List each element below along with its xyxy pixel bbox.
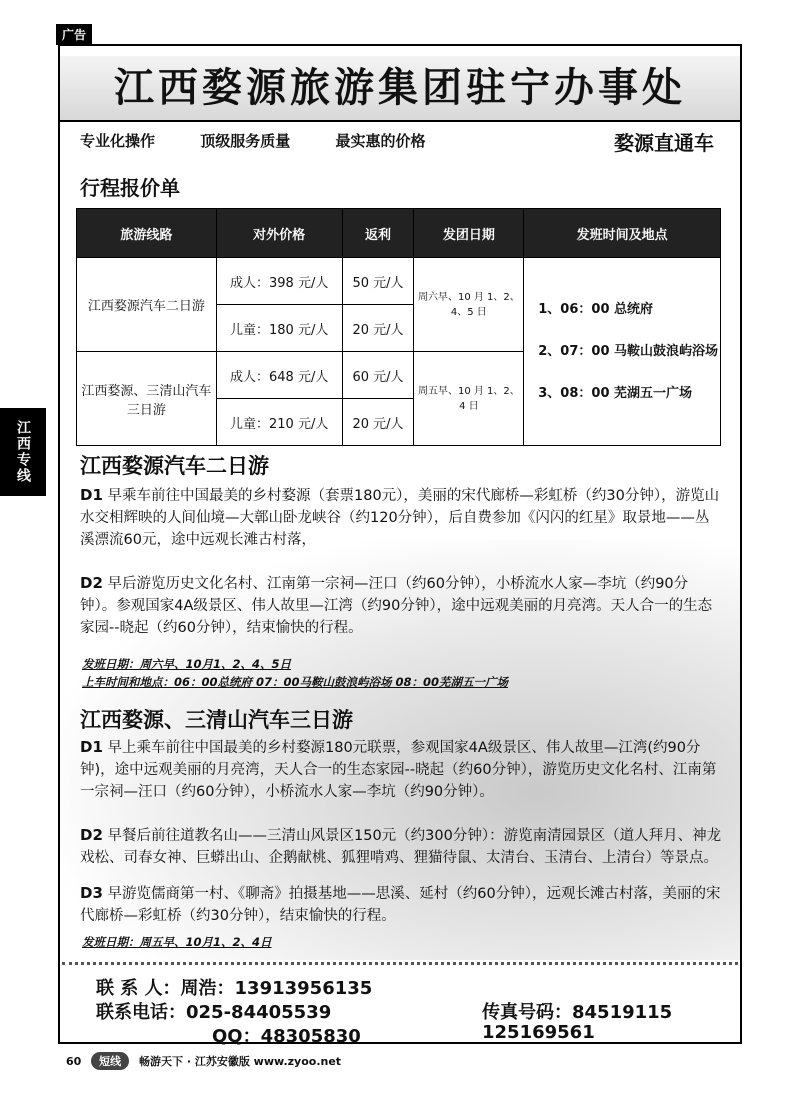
publication: 畅游天下 · 江苏安徽版 www.zyoo.net — [139, 1055, 342, 1068]
route-cell: 江西婺源、三清山汽车三日游 — [77, 352, 217, 446]
price-cell: 成人：648 元/人 — [216, 352, 342, 399]
contact-phone: 联系电话：025-84405539 — [96, 1002, 332, 1023]
tour2-dates-note: 发班日期：周五早、10月1、2、4日 — [82, 935, 272, 949]
header-rebate: 返利 — [342, 209, 414, 258]
tour1-title: 江西婺源汽车二日游 — [80, 454, 269, 478]
tour1-day1 — [80, 484, 722, 551]
price-cell: 成人：398 元/人 — [216, 258, 342, 305]
price-cell: 儿童：180 元/人 — [216, 305, 342, 352]
day-label: D3 — [80, 884, 103, 902]
day-label: D2 — [80, 574, 103, 592]
page-number: 60 — [66, 1055, 82, 1068]
header-date: 发团日期 — [414, 209, 524, 258]
departure-3: 3、08：00 芜湖五一广场 — [538, 385, 693, 401]
tour1-day2 — [80, 572, 722, 639]
rebate-cell: 20 元/人 — [342, 305, 414, 352]
rebate-cell: 50 元/人 — [342, 258, 414, 305]
slogan-2: 顶级服务质量 — [200, 132, 291, 150]
header-route: 旅游线路 — [77, 209, 217, 258]
day-label: D2 — [80, 826, 103, 844]
divider — [62, 962, 738, 965]
header-departure: 发班时间及地点 — [524, 209, 721, 258]
departure-cell — [524, 258, 721, 446]
day-text: 早餐后前往道教名山——三清山风景区150元（约300分钟）：游览南清园景区（道人拜月、神龙戏松、司春女神、巨蟒出山、企鹅献桃、狐狸啃鸡、狸猫待鼠、太清台、玉清台、上清台）等景点。 — [80, 828, 722, 866]
side-tab-jiangxi: 江西专线 — [0, 408, 46, 496]
day-text: 早后游览历史文化名村、江南第一宗祠—汪口（约60分钟），小桥流水人家—李坑（约90分钟）。参观国家4A级景区、伟人故里—江湾（约90分钟），途中远观美丽的月亮湾。天人合一的生态家园--晓起（约60分钟），结束愉快的行程。 — [80, 576, 713, 636]
price-heading: 行程报价单 — [80, 176, 180, 200]
rebate-cell: 60 元/人 — [342, 352, 414, 399]
tour2-day2 — [80, 824, 722, 869]
contact-qq2: 125169561 — [482, 1022, 595, 1043]
price-cell: 儿童：210 元/人 — [216, 399, 342, 446]
contact-fax: 传真号码：84519115 — [482, 1002, 673, 1023]
slogan-3: 最实惠的价格 — [335, 132, 426, 150]
date-cell: 周六早、10 月 1、2、4、5 日 — [414, 258, 524, 352]
contact-person: 联 系 人：周浩：13913956135 — [96, 978, 373, 999]
tour2-day1 — [80, 736, 722, 803]
section-pill: 短线 — [91, 1052, 129, 1070]
tour2-day3 — [80, 882, 722, 927]
day-text: 早乘车前往中国最美的乡村婺源（套票180元），美丽的宋代廊桥—彩虹桥（约30分钟），游览山水交相辉映的人间仙境—大鄣山卧龙峡谷（约120分钟），后自费参加《闪闪的红星》取景地——丛溪漂流60元，途中远观长滩古村落， — [80, 488, 720, 548]
departure-2: 2、07：00 马鞍山鼓浪屿浴场 — [538, 343, 719, 359]
header-price: 对外价格 — [216, 209, 342, 258]
day-text: 早游览儒商第一村、《聊斋》拍摄基地——思溪、延村（约60分钟），远观长滩古村落，美丽的宋代廊桥—彩虹桥（约30分钟），结束愉快的行程。 — [80, 886, 721, 924]
rebate-cell: 20 元/人 — [342, 399, 414, 446]
price-table — [76, 208, 721, 446]
table-header-row — [77, 209, 721, 258]
tour1-dates-note: 发班日期：周六早、10月1、2、4、5日 — [82, 657, 292, 671]
day-label: D1 — [80, 738, 103, 756]
slogan-1: 专业化操作 — [80, 132, 156, 150]
page-title: 江西婺源旅游集团驻宁办事处 — [60, 56, 740, 122]
ad-tag: 广告 — [56, 24, 92, 45]
contact-qq: QQ：48305830 — [212, 1026, 361, 1047]
slogans — [80, 130, 466, 151]
tour1-pickup-note: 上车时间和地点：06：00总统府 07：00马鞍山鼓浪屿浴场 08：00芜湖五一广场 — [82, 675, 509, 689]
direct-bus-label: 婺源直通车 — [614, 131, 714, 155]
tour2-title: 江西婺源、三清山汽车三日游 — [80, 708, 353, 732]
date-cell: 周五早、10 月 1、2、4 日 — [414, 352, 524, 446]
day-text: 早上乘车前往中国最美的乡村婺源180元联票，参观国家4A级景区、伟人故里—江湾(约90分钟)，途中远观美丽的月亮湾，天人合一的生态家园--晓起（约60分钟），游览历史文化名村、江南第一宗祠—汪口（约60分钟），小桥流水人家—李坑（约90分钟）。 — [80, 740, 717, 800]
route-cell: 江西婺源汽车二日游 — [77, 258, 217, 352]
table-row — [77, 258, 721, 305]
day-label: D1 — [80, 486, 103, 504]
footer — [66, 1052, 341, 1070]
departure-1: 1、06：00 总统府 — [538, 301, 654, 317]
